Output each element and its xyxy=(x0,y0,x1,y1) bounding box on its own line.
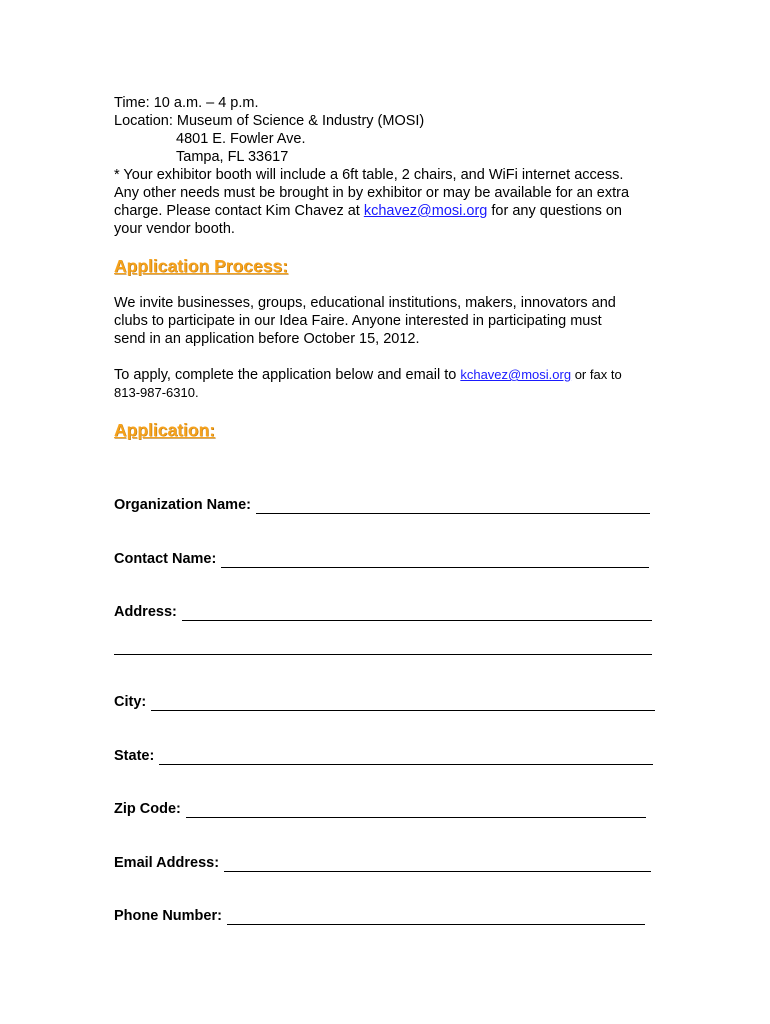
address-input[interactable] xyxy=(182,602,652,621)
process-para-line2: clubs to participate in our Idea Faire. Anyone interested in participating must xyxy=(114,313,602,329)
zip-code-input[interactable] xyxy=(186,799,646,818)
address-field xyxy=(114,601,652,621)
application-heading: Application: xyxy=(114,420,216,440)
city-input[interactable] xyxy=(151,692,655,711)
apply-instructions-line1 xyxy=(114,366,622,384)
email-address-field xyxy=(114,852,651,872)
event-time: Time: 10 a.m. – 4 p.m. xyxy=(114,95,259,111)
booth-note-line2: Any other needs must be brought in by exhibitor or may be available for an extra xyxy=(114,185,630,201)
zip-code-label: Zip Code: xyxy=(114,801,181,817)
address-second-line[interactable] xyxy=(114,654,652,655)
application-process-heading: Application Process: xyxy=(114,256,289,276)
organization-name-field xyxy=(114,494,650,514)
event-address-street: 4801 E. Fowler Ave. xyxy=(176,131,306,147)
event-location: Location: Museum of Science & Industry (MOSI) xyxy=(114,113,425,129)
booth-note-line3 xyxy=(114,202,622,220)
state-label: State: xyxy=(114,748,155,764)
organization-name-label: Organization Name: xyxy=(114,497,251,513)
contact-email-link[interactable]: kchavez@mosi.org xyxy=(363,203,488,219)
phone-number-input[interactable] xyxy=(227,906,645,925)
phone-number-field xyxy=(114,905,645,925)
state-input[interactable] xyxy=(159,746,653,765)
apply-fax-text: or fax to xyxy=(571,367,622,382)
contact-name-label: Contact Name: xyxy=(114,551,217,567)
booth-note-line1: * Your exhibitor booth will include a 6ft table, 2 chairs, and WiFi internet access. xyxy=(114,167,624,183)
contact-name-input[interactable] xyxy=(221,549,649,568)
contact-name-field xyxy=(114,548,649,568)
address-label: Address: xyxy=(114,604,177,620)
booth-note-text-end: for any questions on xyxy=(487,203,622,219)
city-label: City: xyxy=(114,694,147,710)
process-para-line3: send in an application before October 15, 2012. xyxy=(114,331,420,347)
organization-name-input[interactable] xyxy=(256,495,650,514)
apply-instructions-text: To apply, complete the application below and email to xyxy=(114,367,461,383)
city-field xyxy=(114,691,655,711)
phone-number-label: Phone Number: xyxy=(114,908,222,924)
email-address-input[interactable] xyxy=(224,853,651,872)
email-address-label: Email Address: xyxy=(114,855,220,871)
event-address-city: Tampa, FL 33617 xyxy=(176,149,289,165)
booth-note-text: charge. Please contact Kim Chavez at xyxy=(114,203,364,219)
apply-email-link[interactable]: kchavez@mosi.org xyxy=(460,367,572,382)
zip-code-field xyxy=(114,798,646,818)
state-field xyxy=(114,745,653,765)
process-para-line1: We invite businesses, groups, educational institutions, makers, innovators and xyxy=(114,295,616,311)
booth-note-line4: your vendor booth. xyxy=(114,221,235,237)
fax-number: 813-987-6310. xyxy=(114,385,199,400)
